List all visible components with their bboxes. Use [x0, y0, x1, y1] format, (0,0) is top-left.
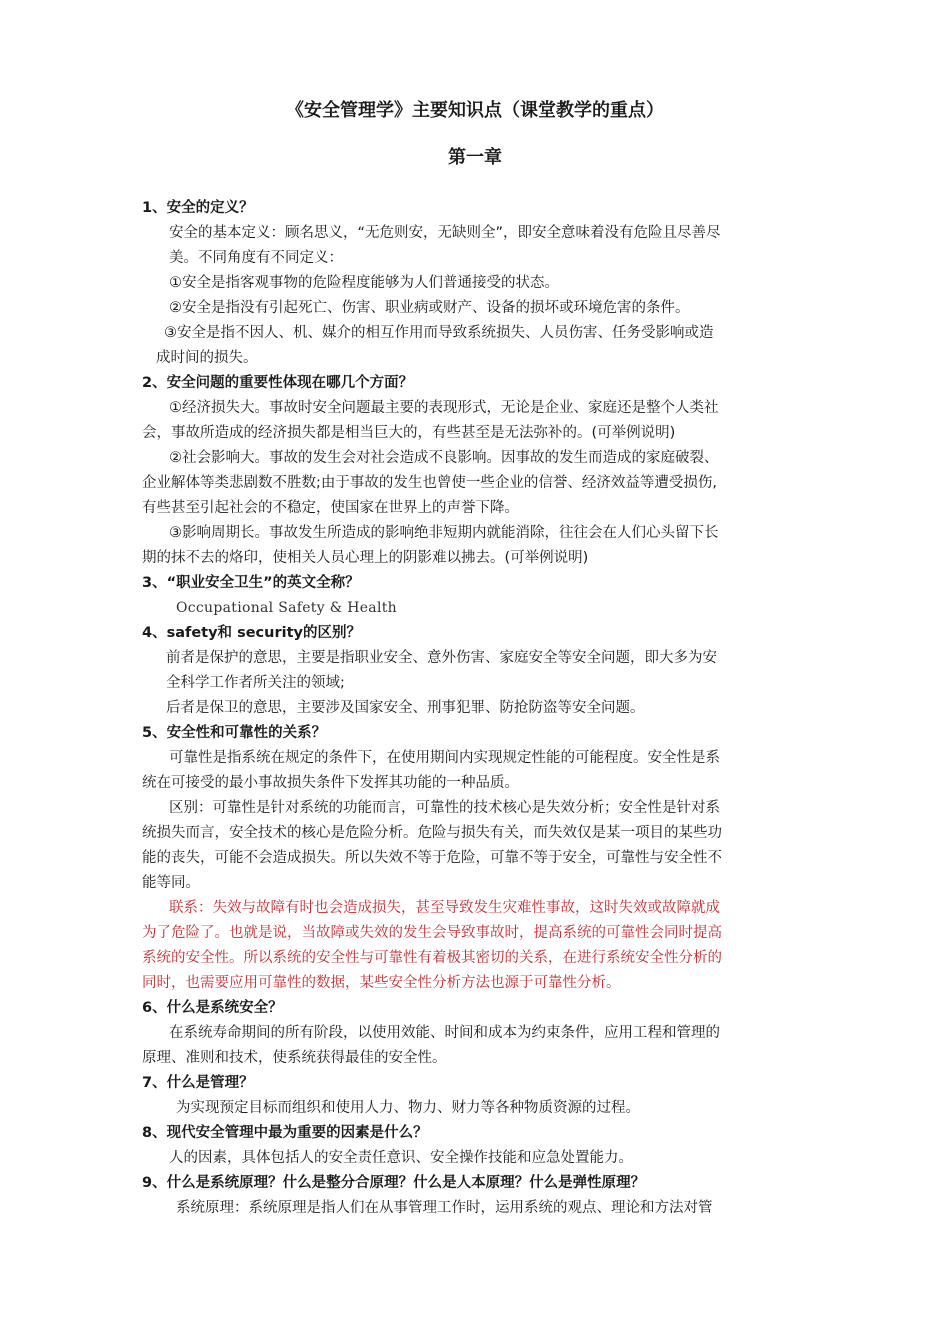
highlighted-line: 同时，也需要应用可靠性的数据，某些安全性分析方法也源于可靠性分析。 [142, 975, 621, 991]
paragraph-line: 统在可接受的最小事故损失条件下发挥其功能的一种品质。 [142, 775, 519, 791]
paragraph-line: 期的抹不去的烙印，使相关人员心理上的阴影难以拂去。(可举例说明) [142, 550, 589, 566]
paragraph-line: 统损失而言，安全技术的核心是危险分析。危险与损失有关，而失效仅是某一项目的某些功 [142, 825, 722, 841]
paragraph-line: 美。不同角度有不同定义： [169, 250, 343, 266]
paragraph-line: 成时间的损失。 [156, 350, 258, 366]
paragraph-line: 在系统寿命期间的所有阶段，以使用效能、时间和成本为约束条件，应用工程和管理的 [169, 1025, 720, 1041]
paragraph-line: ①经济损失大。事故时安全问题最主要的表现形式，无论是企业、家庭还是整个人类社 [169, 400, 719, 416]
paragraph-line: 有些甚至引起社会的不稳定，使国家在世界上的声誉下降。 [142, 500, 519, 516]
section-q1 [142, 196, 812, 371]
question-heading: 5、安全性和可靠性的关系？ [142, 725, 327, 741]
section-q3 [142, 571, 812, 621]
question-heading: 7、什么是管理？ [142, 1075, 254, 1091]
section-q8 [142, 1121, 812, 1171]
question-heading: 2、安全问题的重要性体现在哪几个方面？ [142, 375, 414, 391]
question-heading: 9、什么是系统原理？什么是整分合原理？什么是人本原理？什么是弹性原理？ [142, 1175, 646, 1191]
highlighted-line: 系统的安全性。所以系统的安全性与可靠性有着极其密切的关系，在进行系统安全性分析的 [142, 950, 722, 966]
paragraph-line: ③影响周期长。事故发生所造成的影响绝非短期内就能消除，往往会在人们心头留下长 [169, 525, 719, 541]
paragraph-line: 全科学工作者所关注的领域; [166, 675, 345, 691]
paragraph-line: 会，事故所造成的经济损失都是相当巨大的，有些甚至是无法弥补的。(可举例说明) [142, 425, 676, 441]
paragraph-line: 安全的基本定义：顾名思义，“无危则安，无缺则全”，即安全意味着没有危险且尽善尽 [169, 225, 721, 241]
paragraph-line: ②社会影响大。事故的发生会对社会造成不良影响。因事故的发生而造成的家庭破裂、 [169, 450, 719, 466]
paragraph-line: 可靠性是指系统在规定的条件下，在使用期间内实现规定性能的可能程度。安全性是系 [169, 750, 720, 766]
paragraph-line: 系统原理：系统原理是指人们在从事管理工作时，运用系统的观点、理论和方法对管 [176, 1200, 713, 1216]
question-heading: 6、什么是系统安全？ [142, 1000, 283, 1016]
question-heading: 8、现代安全管理中最为重要的因素是什么？ [142, 1125, 428, 1141]
section-q9 [142, 1171, 812, 1221]
paragraph-line: 原理、准则和技术，使系统获得最佳的安全性。 [142, 1050, 447, 1066]
paragraph-line: 能等同。 [142, 875, 200, 891]
section-q7 [142, 1071, 812, 1121]
paragraph-line: 企业解体等类悲剧数不胜数;由于事故的发生也曾使一些企业的信誉、经济效益等遭受损伤, [142, 475, 717, 491]
highlighted-line: 联系：失效与故障有时也会造成损失，甚至导致发生灾难性事故，这时失效或故障就成 [169, 900, 720, 916]
section-q5 [142, 721, 812, 996]
english-term: Occupational Safety & Health [176, 600, 397, 616]
paragraph-line: 前者是保护的意思，主要是指职业安全、意外伤害、家庭安全等安全问题，即大多为安 [166, 650, 717, 666]
question-heading: 3、“职业安全卫生”的英文全称？ [142, 575, 360, 591]
paragraph-line: ③安全是指不因人、机、媒介的相互作用而导致系统损失、人员伤害、任务受影响或造 [164, 325, 714, 341]
paragraph-line: 能的丧失，可能不会造成损失。所以失效不等于危险，可靠不等于安全，可靠性与安全性不 [142, 850, 722, 866]
section-q4 [142, 621, 812, 721]
highlighted-line: 为了危险了。也就是说，当故障或失效的发生会导致事故时，提高系统的可靠性会同时提高 [142, 925, 722, 941]
chapter-heading: 第一章 [448, 147, 502, 168]
document-body [142, 196, 812, 1221]
paragraph-line: 人的因素，具体包括人的安全责任意识、安全操作技能和应急处置能力。 [169, 1150, 633, 1166]
paragraph-line: 区别：可靠性是针对系统的功能而言，可靠性的技术核心是失效分析；安全性是针对系 [169, 800, 720, 816]
section-q6 [142, 996, 812, 1071]
paragraph-line: ②安全是指没有引起死亡、伤害、职业病或财产、设备的损坏或环境危害的条件。 [169, 300, 690, 316]
section-q2 [142, 371, 812, 571]
paragraph-line: ①安全是指客观事物的危险程度能够为人们普通接受的状态。 [169, 275, 559, 291]
document-title: 《安全管理学》主要知识点（课堂教学的重点） [286, 100, 664, 121]
paragraph-line: 后者是保卫的意思，主要涉及国家安全、刑事犯罪、防抢防盗等安全问题。 [166, 700, 645, 716]
question-heading: 4、safety和 security的区别？ [142, 625, 361, 641]
question-heading: 1、安全的定义？ [142, 200, 254, 216]
paragraph-line: 为实现预定目标而组织和使用人力、物力、财力等各种物质资源的过程。 [176, 1100, 640, 1116]
